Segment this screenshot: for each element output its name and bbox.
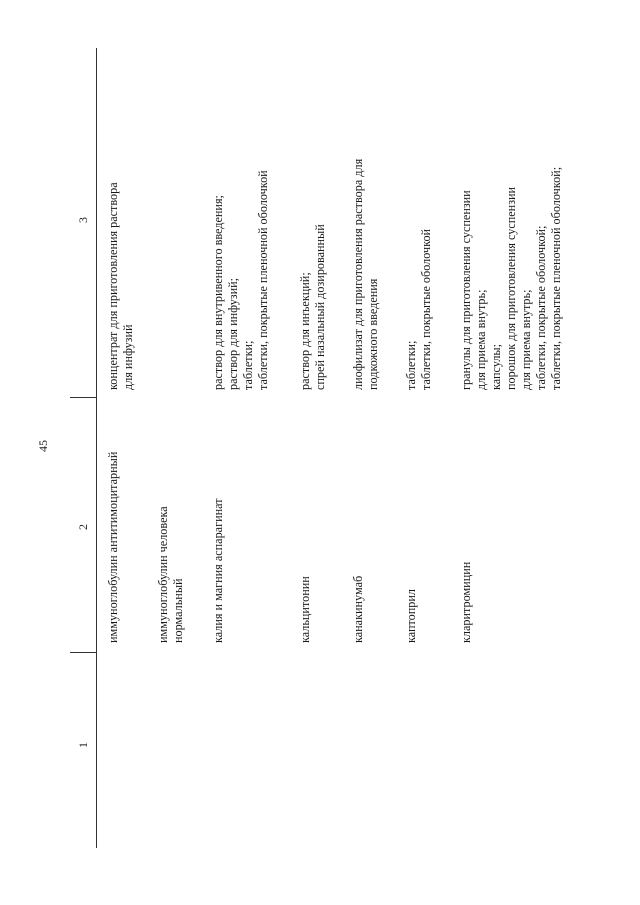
drug-name: иммуноглобулин человека нормальный: [156, 506, 185, 643]
column-header-2: 2: [76, 524, 90, 530]
drug-name: кларитромицин: [459, 561, 473, 643]
drug-name: каптоприл: [404, 589, 418, 643]
header-rule: [96, 48, 97, 848]
dosage-forms: концентрат для приготовления раствора для инфузий: [106, 182, 135, 390]
column-header-1: 1: [76, 742, 90, 748]
dosage-forms: раствор для инъекций; спрей назальный дозированный: [298, 224, 327, 390]
dosage-forms: раствор для внутривенного введения; раствор для инфузий; таблетки; таблетки, покрытые пленочной оболочкой: [211, 170, 270, 390]
drug-name: калия и магния аспарагинат: [211, 498, 225, 643]
page-number: 45: [36, 440, 50, 452]
drug-name: иммуноглобулин антитимоцитарный: [106, 451, 120, 643]
dosage-forms: таблетки; таблетки, покрытые оболочкой: [404, 228, 433, 390]
column-divider-1: [70, 652, 97, 653]
drug-name: кальцитонин: [298, 576, 312, 643]
dosage-forms: гранулы для приготовления суспензии для приема внутрь; капсулы; порошок для приготовления суспензии для приема внутрь; таблетки, покрытые оболочкой; таблетки, покрытые пленочной оболочкой;: [459, 166, 563, 390]
rotated-table: [70, 48, 590, 848]
dosage-forms: лиофилизат для приготовления раствора для подкожного введения: [351, 158, 380, 390]
column-divider-2: [70, 397, 97, 398]
column-header-3: 3: [76, 217, 90, 223]
drug-name: канакинумаб: [351, 575, 365, 643]
